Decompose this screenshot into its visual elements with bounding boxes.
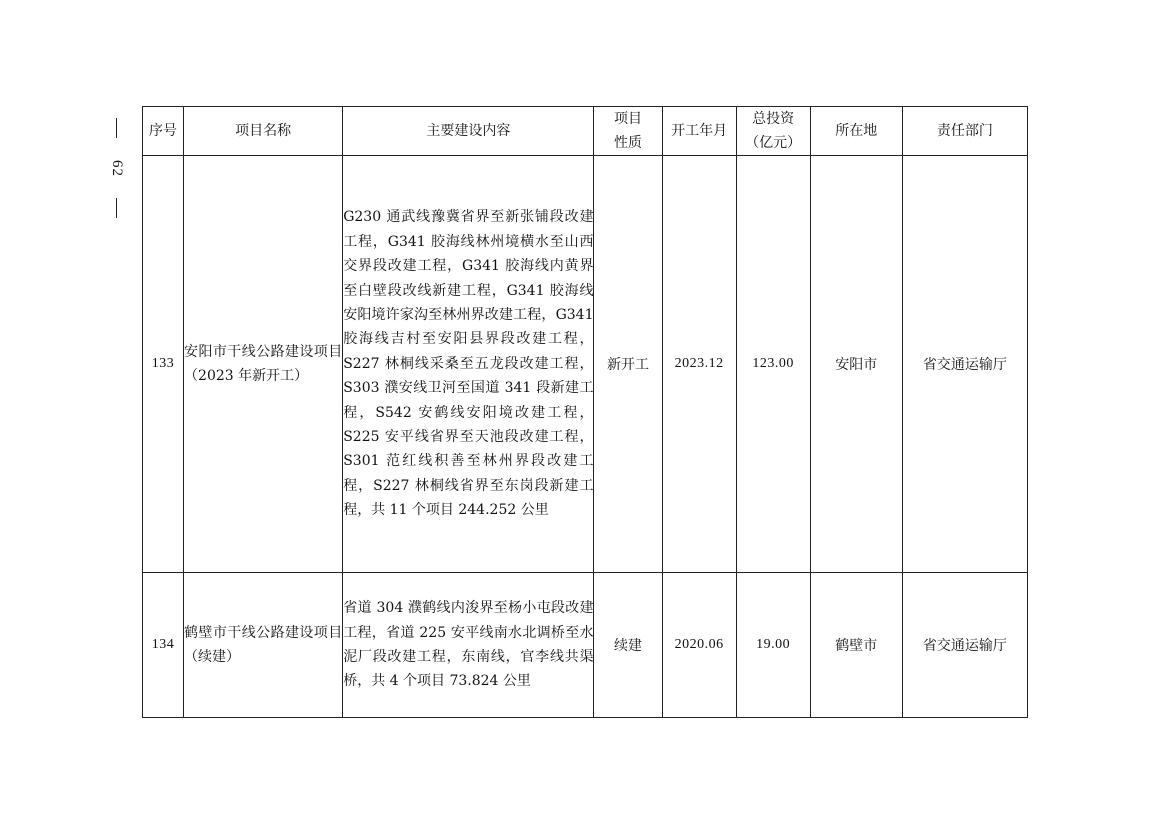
header-invest: [736, 107, 810, 156]
cell-invest: 123.00: [736, 156, 810, 573]
cell-name: 鹤壁市干线公路建设项目（续建）: [184, 573, 343, 718]
page-number-dash-top: [116, 118, 117, 138]
cell-invest: 19.00: [736, 573, 810, 718]
header-nature: [594, 107, 662, 156]
cell-location: 鹤壁市: [810, 573, 902, 718]
cell-location: 安阳市: [810, 156, 902, 573]
table-row: [143, 156, 1028, 573]
cell-department: 省交通运输厅: [902, 156, 1027, 573]
header-start: 开工年月: [662, 107, 736, 156]
page-number-text: 62: [108, 159, 125, 177]
header-location: 所在地: [810, 107, 902, 156]
header-nature-line1: 项目: [614, 111, 643, 127]
header-content: 主要建设内容: [343, 107, 594, 156]
cell-department: 省交通运输厅: [902, 573, 1027, 718]
header-nature-line2: 性质: [614, 135, 643, 151]
cell-seq: 134: [143, 573, 184, 718]
cell-content: 省道 304 濮鹤线内浚界至杨小屯段改建工程，省道 225 安平线南水北调桥至水泥厂段改建工程，东南线，官李线共渠桥，共 4 个项目 73.824 公里: [343, 573, 594, 718]
header-invest-line2: （亿元）: [745, 135, 802, 151]
header-seq: 序号: [143, 107, 184, 156]
header-name: 项目名称: [184, 107, 343, 156]
page-number: [96, 118, 136, 218]
cell-content: G230 通武线豫冀省界至新张铺段改建工程，G341 胶海线林州境横水至山西交界段改建工程，G341 胶海线内黄界至白壁段改线新建工程，G341 胶海线安阳境许家沟至林州界改建工程，G341 胶海线吉村至安阳县界段改建工程，S227 林桐线采桑至五龙段改建工程，S303 濮安线卫河至国道 341 段新建工程，S542 安鹤线安阳境改建工程，S225 安平线省界至天池段改建工程，S301 范红线积善至林州界段改建工程，S227 林桐线省界至东岗段新建工程，共 11 个项目 244.252 公里: [343, 156, 594, 573]
project-table: [142, 106, 1028, 718]
table-header-row: [143, 107, 1028, 156]
page-number-dash-bottom: [116, 198, 117, 218]
cell-name: 安阳市干线公路建设项目（2023 年新开工）: [184, 156, 343, 573]
header-invest-line1: 总投资: [752, 111, 795, 127]
cell-start: 2020.06: [662, 573, 736, 718]
cell-nature: 新开工: [594, 156, 662, 573]
table-row: [143, 573, 1028, 718]
cell-start: 2023.12: [662, 156, 736, 573]
cell-seq: 133: [143, 156, 184, 573]
cell-nature: 续建: [594, 573, 662, 718]
header-department: 责任部门: [902, 107, 1027, 156]
